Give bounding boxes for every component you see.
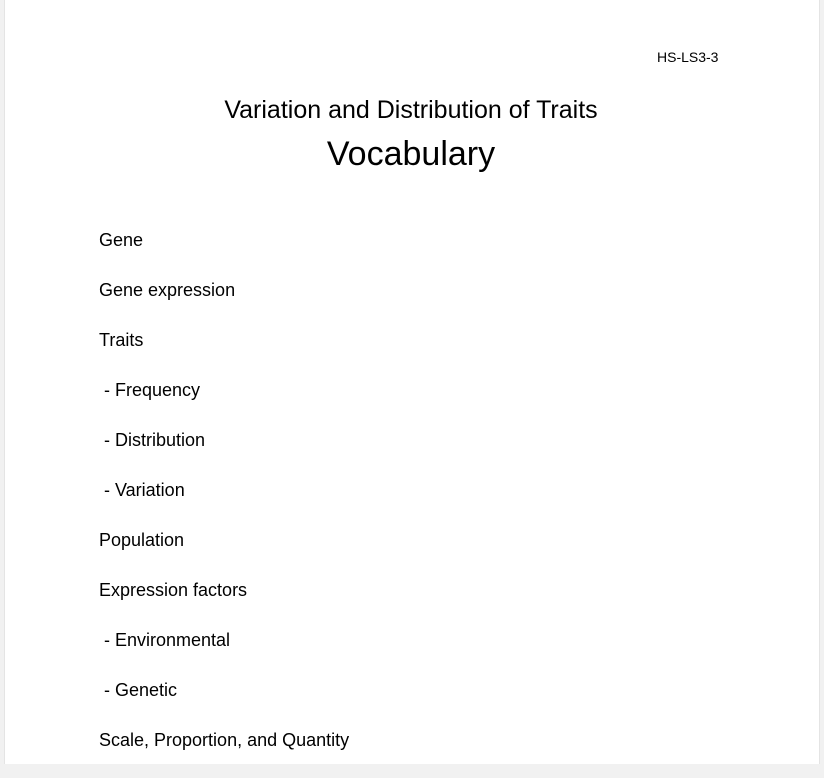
vocabulary-term: Scale, Proportion, and Quantity xyxy=(99,730,350,750)
vocabulary-subterm: - Distribution xyxy=(99,430,206,450)
document-page xyxy=(4,0,820,764)
standard-code: HS-LS3-3 xyxy=(657,49,719,65)
document-heading: Vocabulary xyxy=(326,135,496,173)
vocabulary-subterm: - Variation xyxy=(99,480,185,500)
vocabulary-term: Gene expression xyxy=(99,280,236,300)
vocabulary-term: Expression factors xyxy=(99,580,248,600)
vocabulary-subterm: - Frequency xyxy=(99,380,201,400)
vocabulary-term: Gene xyxy=(99,230,144,250)
document-title: Variation and Distribution of Traits xyxy=(224,96,598,124)
vocabulary-list xyxy=(99,228,349,778)
vocabulary-subterm: - Genetic xyxy=(99,680,178,700)
vocabulary-term: Population xyxy=(99,530,185,550)
vocabulary-subterm: - Environmental xyxy=(99,630,231,650)
vocabulary-term: Traits xyxy=(99,330,144,350)
